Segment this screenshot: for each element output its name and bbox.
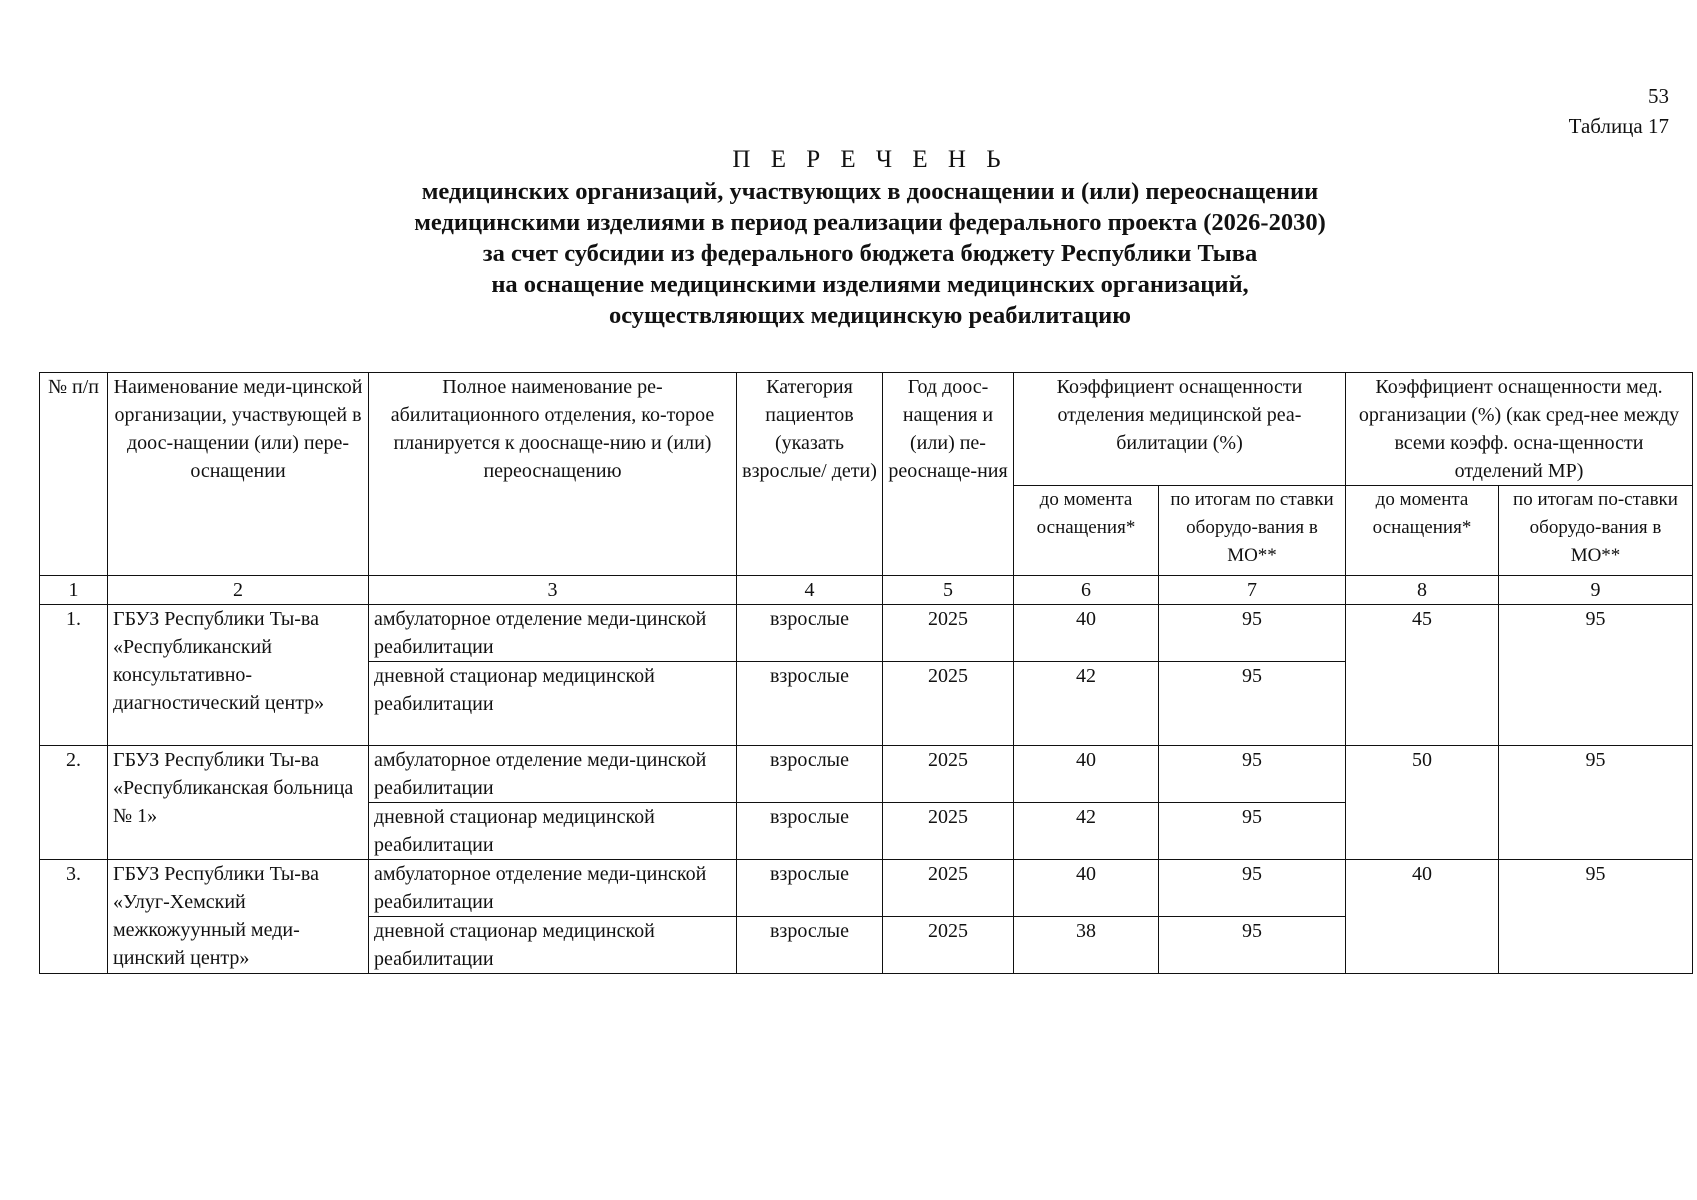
column-number: 4 (737, 576, 883, 605)
dept-coef-after: 95 (1159, 662, 1346, 746)
table-row (40, 746, 1693, 803)
equip-year: 2025 (883, 917, 1014, 974)
header-num: № п/п (40, 373, 108, 576)
org-number: 2. (40, 746, 108, 860)
column-number: 9 (1499, 576, 1693, 605)
header-org-name: Наименование меди-цинской организации, участвующей в доос-нащении (или) пере-оснащении (108, 373, 369, 576)
title-line: медицинских организаций, участвующих в дооснащении и (или) переоснащении (421, 178, 1319, 205)
dept-coef-after: 95 (1159, 917, 1346, 974)
column-number: 5 (883, 576, 1014, 605)
department-name: амбулаторное отделение меди-цинской реабилитации (369, 860, 737, 917)
dept-coef-after: 95 (1159, 605, 1346, 662)
column-number: 3 (369, 576, 737, 605)
org-name: ГБУЗ Республики Ты-ва «Улуг-Хемский межкожуунный меди-цинский центр» (108, 860, 369, 974)
header-dept-coefficient: Коэффициент оснащенности отделения медицинской реа-билитации (%) (1014, 373, 1346, 486)
dept-coef-after: 95 (1159, 860, 1346, 917)
org-coef-after: 95 (1499, 605, 1693, 746)
org-coef-after: 95 (1499, 746, 1693, 860)
org-number: 1. (40, 605, 108, 746)
dept-coef-before: 38 (1014, 917, 1159, 974)
patient-category: взрослые (737, 662, 883, 746)
column-numbers-row (40, 576, 1693, 605)
patient-category: взрослые (737, 917, 883, 974)
header-org-after: по итогам по-ставки оборудо-вания в МО** (1499, 486, 1693, 576)
document-title (0, 176, 1697, 331)
dept-coef-after: 95 (1159, 746, 1346, 803)
document-heading: П Е Р Е Ч Е Н Ь (732, 146, 1008, 173)
column-number: 1 (40, 576, 108, 605)
department-name: дневной стационар медицинской реабилитации (369, 662, 737, 746)
page-number: 53 (1648, 84, 1669, 108)
equip-year: 2025 (883, 746, 1014, 803)
dept-coef-before: 42 (1014, 662, 1159, 746)
table-label: Таблица 17 (1568, 114, 1669, 138)
org-number: 3. (40, 860, 108, 974)
org-name: ГБУЗ Республики Ты-ва «Республиканский консультативно-диагностический центр» (108, 605, 369, 746)
header-year: Год доос-нащения и (или) пе-реоснаще-ния (883, 373, 1014, 576)
column-number: 2 (108, 576, 369, 605)
org-name: ГБУЗ Республики Ты-ва «Республиканская больница № 1» (108, 746, 369, 860)
title-line: на оснащение медицинскими изделиями медицинских организаций, (491, 271, 1249, 298)
table-row (40, 605, 1693, 662)
equip-year: 2025 (883, 860, 1014, 917)
header-dept-after: по итогам по ставки оборудо-вания в МО** (1159, 486, 1346, 576)
dept-coef-before: 40 (1014, 860, 1159, 917)
department-name: амбулаторное отделение меди-цинской реабилитации (369, 605, 737, 662)
title-line: осуществляющих медицинскую реабилитацию (609, 302, 1131, 329)
header-org-coefficient: Коэффициент оснащенности мед. организации (%) (как сред-нее между всеми коэфф. осна-щенности отделений МР) (1346, 373, 1693, 486)
equip-year: 2025 (883, 605, 1014, 662)
dept-coef-after: 95 (1159, 803, 1346, 860)
patient-category: взрослые (737, 803, 883, 860)
patient-category: взрослые (737, 746, 883, 803)
patient-category: взрослые (737, 605, 883, 662)
table-row (40, 860, 1693, 917)
equip-year: 2025 (883, 662, 1014, 746)
dept-coef-before: 42 (1014, 803, 1159, 860)
department-name: дневной стационар медицинской реабилитации (369, 917, 737, 974)
header-department: Полное наименование ре-абилитационного отделения, ко-торое планируется к дооснаще-нию и (или) переоснащению (369, 373, 737, 576)
header-org-before: до момента оснащения* (1346, 486, 1499, 576)
header-dept-before: до момента оснащения* (1014, 486, 1159, 576)
column-number: 8 (1346, 576, 1499, 605)
header-row (40, 373, 1693, 486)
title-line: медицинскими изделиями в период реализации федерального проекта (2026-2030) (414, 209, 1326, 236)
patient-category: взрослые (737, 860, 883, 917)
org-coef-before: 40 (1346, 860, 1499, 974)
dept-coef-before: 40 (1014, 746, 1159, 803)
header-category: Категория пациентов (указать взрослые/ дети) (737, 373, 883, 576)
org-coef-before: 50 (1346, 746, 1499, 860)
equip-year: 2025 (883, 803, 1014, 860)
title-line: за счет субсидии из федерального бюджета бюджету Республики Тыва (482, 240, 1258, 267)
department-name: дневной стационар медицинской реабилитации (369, 803, 737, 860)
org-coef-after: 95 (1499, 860, 1693, 974)
column-number: 6 (1014, 576, 1159, 605)
dept-coef-before: 40 (1014, 605, 1159, 662)
organizations-table (39, 372, 1693, 974)
department-name: амбулаторное отделение меди-цинской реабилитации (369, 746, 737, 803)
org-coef-before: 45 (1346, 605, 1499, 746)
column-number: 7 (1159, 576, 1346, 605)
